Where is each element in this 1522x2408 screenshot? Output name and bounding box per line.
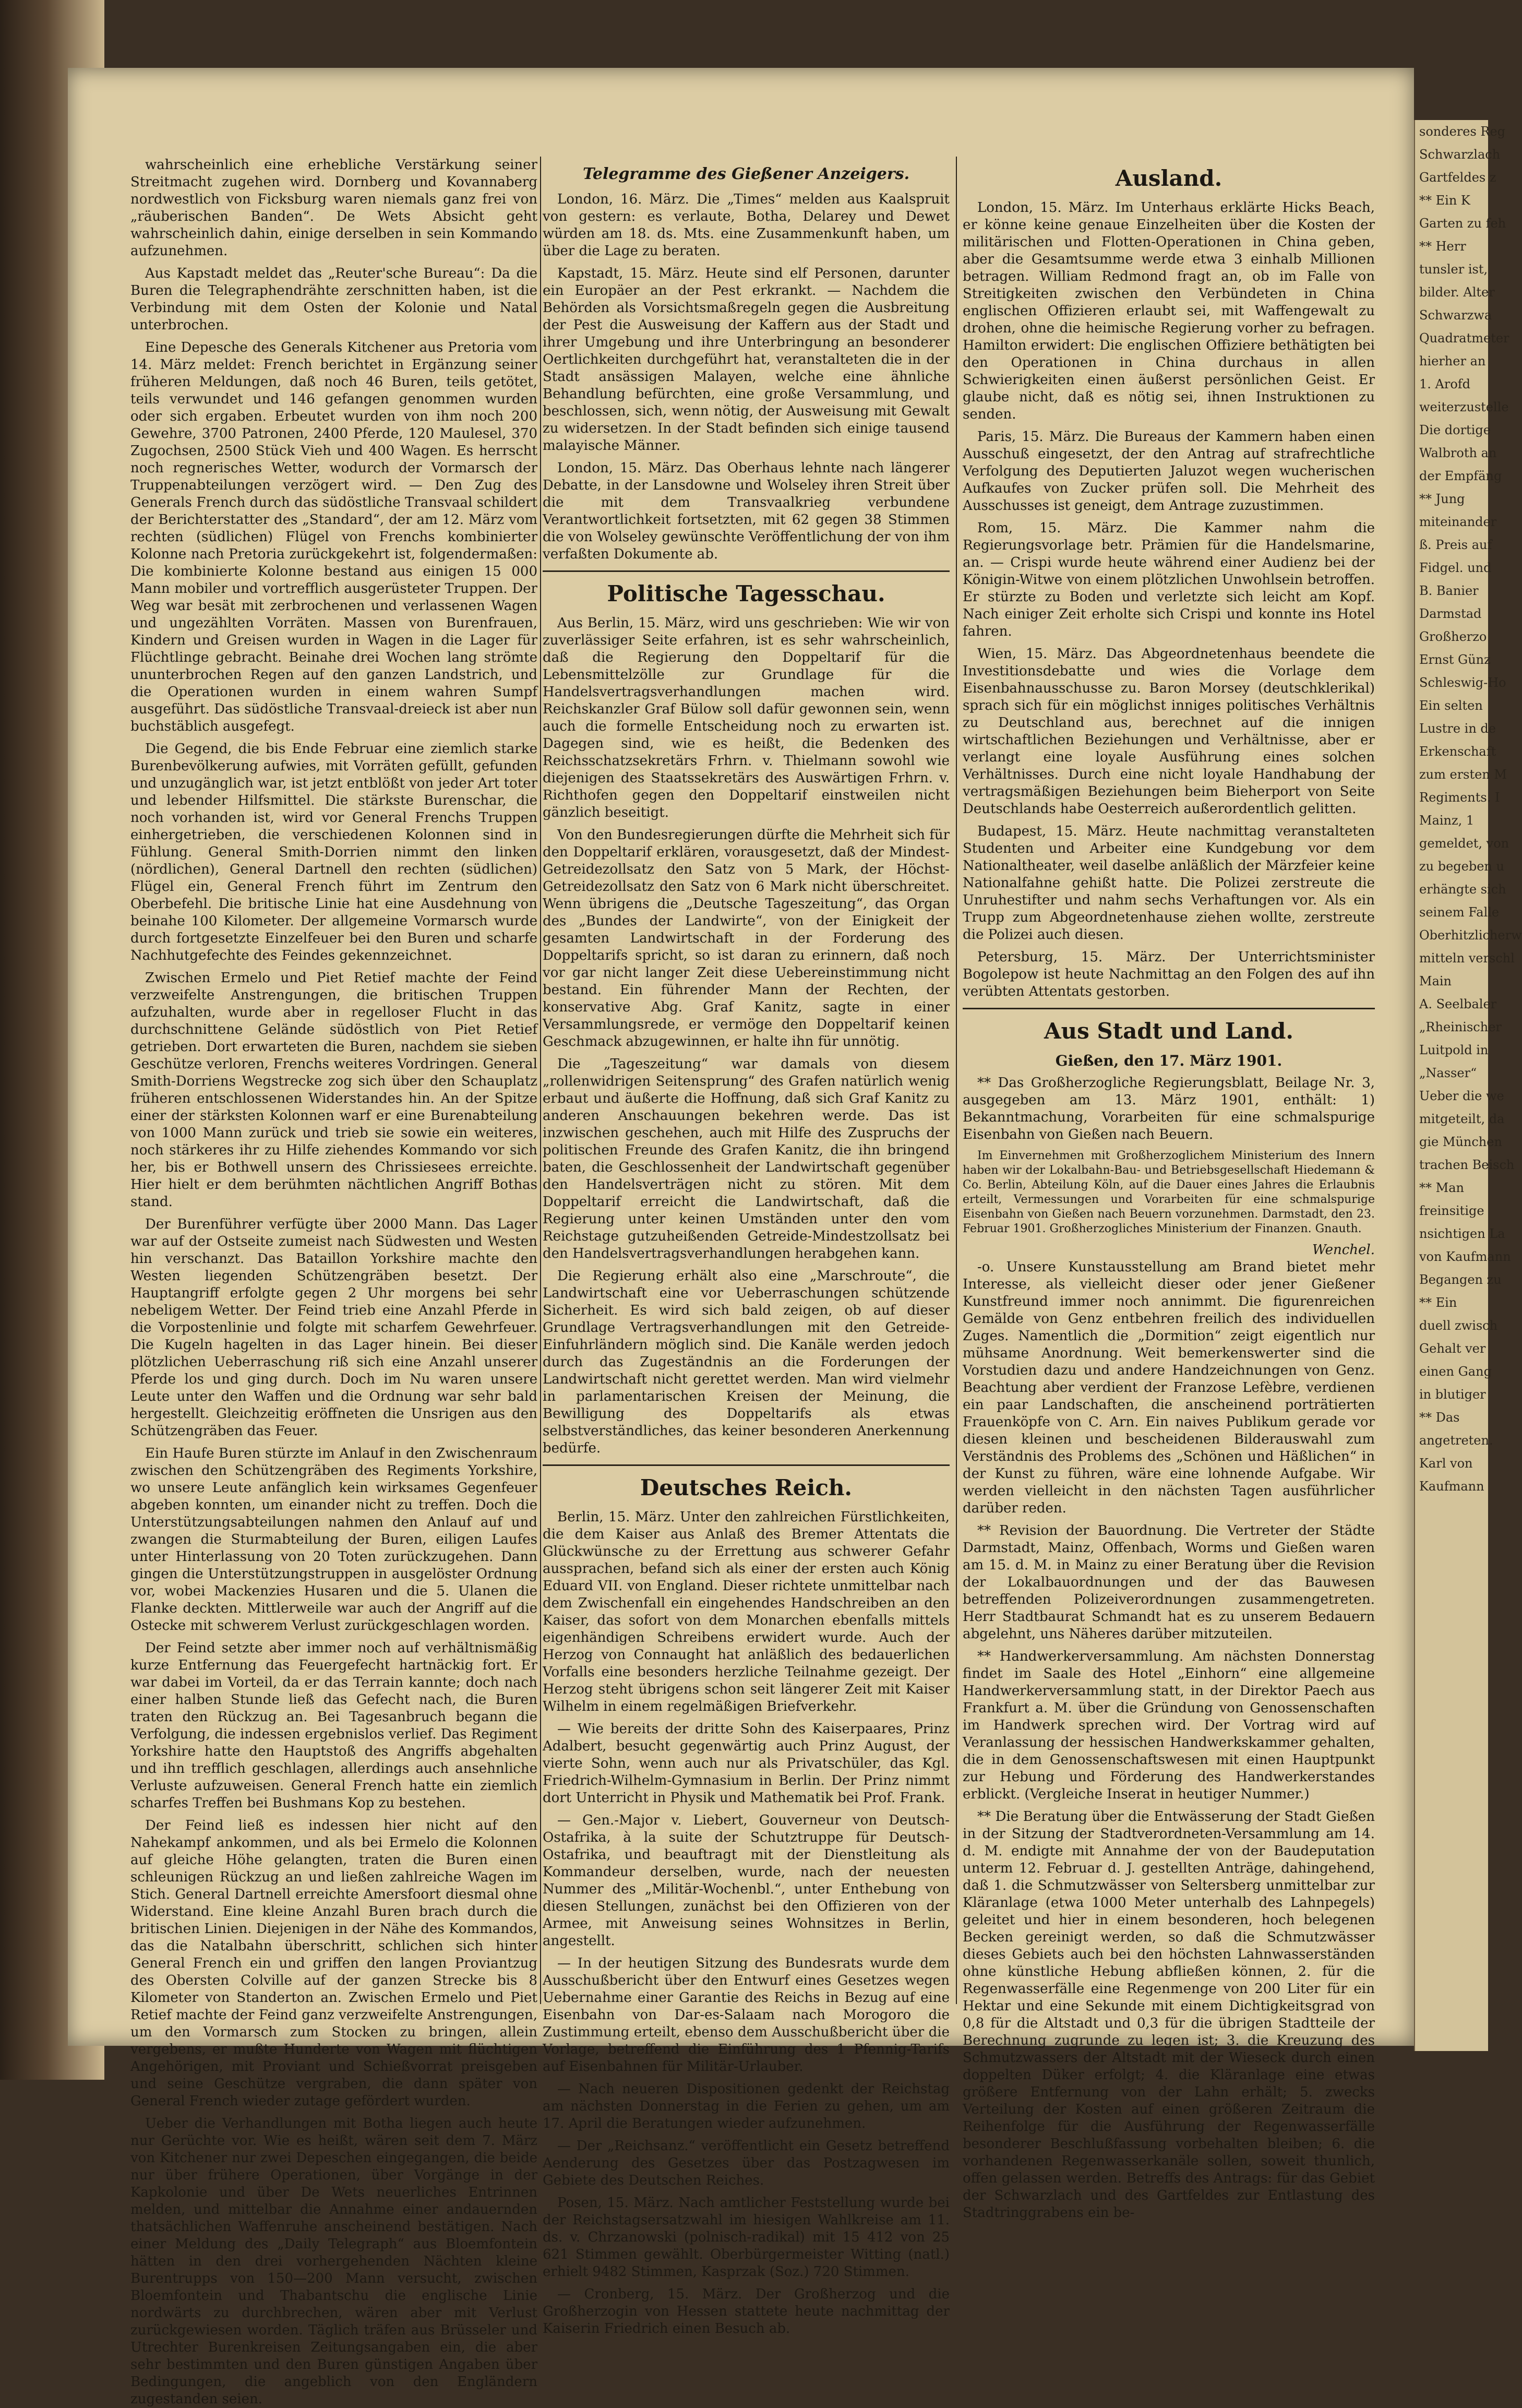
paragraph: Berlin, 15. März. Unter den zahlreichen Fürstlichkeiten, die dem Kaiser aus Anlaß des Bremer Attentats die Glückwünsche zu der Errettung aus schwerer Gefahr aussprachen, befand sich als einer der ersten auch König Eduard VII. von England. Dieser richtete unmittelbar nach dem Zwischenfall ein eingehendes Handschreiben an den Kaiser, das sofort von dem Monarchen ebenfalls mittels eigenhändigen Schreibens erwidert wurde. Auch der Herzog von Connaught hat anläßlich des bedauerlichen Vorfalls eine besonders herzliche Teilnahme gezeigt. Der Herzog steht übrigens schon seit längerer Zeit mit Kaiser Wilhelm in einem regelmäßigen Briefverkehr. [543, 1509, 950, 1714]
adjacent-page-line: Oberhitzlicherw [1419, 928, 1522, 943]
paragraph: Petersburg, 15. März. Der Unterrichtsminister Bogolepow ist heute Nachmittag an den Folgen des auf ihn verübten Attentats gestorben. [963, 949, 1375, 999]
paragraph: — Wie bereits der dritte Sohn des Kaiserpaares, Prinz Adalbert, besucht gegenwärtig auch Prinz August, der vierte Sohn, wenn auch nur als Privatschüler, das Kgl. Friedrich-Wilhelm-Gymnasium in Berlin. Der Prinz nimmt dort Unterricht in Physik und Mathematik bei Prof. Frank. [543, 1721, 950, 1806]
adjacent-page-line: Erkenschaft [1419, 744, 1496, 759]
adjacent-page-line: trachen Beisch [1419, 1158, 1515, 1172]
adjacent-page-fragment [1414, 120, 1522, 2051]
adjacent-page-line: Fidgel. und [1419, 561, 1492, 575]
adjacent-page-line: ** Man [1419, 1181, 1464, 1195]
adjacent-page-line: A. Seelbaler [1419, 997, 1497, 1011]
adjacent-page-line: Lustre in de [1419, 721, 1496, 736]
adjacent-page-line: gemeldet, von [1419, 836, 1509, 851]
paragraph: — Der „Reichsanz.“ veröffentlicht ein Gesetz betreffend Aenderung des Gesetzes über das Postzagwesen im Gebiete des Deutschen Reiches. [543, 2138, 950, 2188]
adjacent-page-line: Begangen zu [1419, 1272, 1502, 1287]
adjacent-page-line: 1. Arofd [1419, 377, 1471, 391]
adjacent-page-line: Main [1419, 974, 1452, 988]
paragraph: London, 15. März. Im Unterhaus erklärte Hicks Beach, er könne keine genaue Einzelheiten über die Kosten der militärischen und Flotten-Operationen in China geben, aber die Gesamtsumme werde etwa 3 einhalb Millionen betragen. William Redmond fragt an, ob im Falle von Streitigkeiten zwischen den Verbündeten in China englischen Offizieren erlaubt sei, mit Waffengewalt zu drohen, ohne die heimische Regierung vorher zu befragen. Hamilton erwidert: Die englischen Offiziere bethätigten bei den Operationen in China durchaus in allen Schwierigkeiten einen äußerst persönlichen Geist. Er glaube nicht, daß es nötig sei, ihnen Instruktionen zu senden. [963, 200, 1375, 422]
paragraph: — In der heutigen Sitzung des Bundesrats wurde dem Ausschußbericht über den Entwurf eines Gesetzes wegen Uebernahme einer Garantie des Reichs in Bezug auf eine Eisenbahn von Dar-es-Salaam nach Morogoro die Zustimmung erteilt, ebenso dem Ausschußbericht über die Vorlage, betreffend die Einführung des 1 Pfennig-Tarifs auf Eisenbahnen für Militär-Urlauber. [543, 1956, 950, 2075]
paragraph: Paris, 15. März. Die Bureaus der Kammern haben einen Ausschuß eingesetzt, der den Antrag auf strafrechtliche Verfolgung des Deputierten Jaluzot wegen wucherischen Aufkaufes von Zucker prüfen soll. Die Mehrheit des Ausschusses ist geneigt, dem Antrage zuzustimmen. [963, 429, 1375, 514]
adjacent-page-line: „Nasser“ [1419, 1066, 1477, 1080]
paragraph: Von den Bundesregierungen dürfte die Mehrheit sich für den Doppeltarif erklären, vorausgesetzt, daß der Mindest-Getreidezollsatz den Satz von 5 Mark, der Höchst-Getreidezollsatz den Satz von 6 Mark nicht überschreitet. Wenn übrigens die „Deutsche Tageszeitung“, das Organ des „Bundes der Landwirte“, von der Einigkeit der gesamten Landwirtschaft in der Forderung des Doppeltarifs spricht, so ist daran zu erinnern, daß noch vor gar nicht langer Zeit diese Uebereinstimmung nicht bestand. Ein führender Mann der Rechten, der konservative Abg. Graf Kanitz, sagte in einer Versammlungsrede, er vermöge den Doppeltarif keinen Geschmack abzugewinnen, er halte ihn für unnötig. [543, 827, 950, 1050]
paragraph: Eine Depesche des Generals Kitchener aus Pretoria vom 14. März meldet: French berichtet in Ergänzung seiner früheren Meldungen, daß noch 46 Buren, teils getötet, teils verwundet und 146 gefangen genommen wurden oder sich ergaben. Erbeutet wurden von ihm noch 200 Gewehre, 3700 Patronen, 2400 Pferde, 120 Maulesel, 370 Zugochsen, 2500 Stück Vieh und 400 Wagen. Es herrscht noch regnerisches Wetter, wodurch der Vormarsch der Truppenabteilungen verzögert wird. — Den Zug des Generals French durch das südöstliche Transvaal schildert der Berichterstatter des „Standard“, der am 12. März vom rechten (südlichen) Flügel von Frenchs kombinierter Kolonne nach Pretoria zurückgekehrt ist, folgendermaßen: Die kombinierte Kolonne bestand aus einigen 15 000 Mann mobiler und vortrefflich ausgerüsteter Truppen. Der Weg war besät mit zerbrochenen und verlassenen Wagen und ungezählten Vorräten. Massen von Burenfrauen, Kindern und Greisen wurden in Wagen in die Lager für Flüchtlinge gebracht. Beinahe drei Wochen lang strömte ununterbrochen Regen auf den ganzen Landstrich, und die Operationen wurden in einem wahren Sumpf ausgeführt. Das südöstliche Transvaal-dreieck ist aber nun buchstäblich ausgefegt. [130, 340, 537, 734]
adjacent-page-line: Darmstad [1419, 606, 1482, 621]
adjacent-page-line: Ueber die we [1419, 1089, 1504, 1103]
paragraph: ** Die Beratung über die Entwässerung der Stadt Gießen in der Sitzung der Stadtverordneten-Versammlung am 14. d. M. endigte mit Annahme der von der Baudeputation unterm 12. Februar d. J. gestellten Anträge, dahingehend, daß 1. die Schmutzwässer von Seltersberg unmittelbar zur Kläranlage (etwa 1000 Meter unterhalb des Lahnpegels) geleitet und hier in einem besonderen, hoch belegenen Becken gereinigt werden, so daß die Schmutzwässer dieses Gebiets auch bei den höchsten Lahnwasserständen ohne künstliche Hebung abfließen können, 2. für die Regenwasserfälle eine Regenmenge von 200 Liter für ein Hektar und eine Sekunde mit einem Dichtigkeitsgrad von 0,8 für die Altstadt und 0,3 für die übrigen Stadtteile der Berechnung zugrunde zu legen ist; 3. die Kreuzung des Schmutzwassers der Altstadt mit der Wieseck durch einen doppelten Düker erfolgt; 4. die Kläranlage eine etwas größere Entfernung von der Lahn erhält; 5. zwecks Verteilung der Kosten auf einen größeren Zeitraum die Reihenfolge für die Ausführung der Regenwasserfälle besonderer Beschlußfassung vorbehalten bleiben; 6. die vorhandenen Regenwasserkanäle sollen, soweit thunlich, offen gelassen werden. Betreffs des Antrags: für das Gebiet der Schwarzlach und des Gartfeldes zur Entlastung des Stadtringgrabens ein be- [963, 1809, 1375, 2221]
adjacent-page-line: zum ersten M [1419, 767, 1507, 782]
paragraph: wahrscheinlich eine erhebliche Verstärkung seiner Streitmacht zugehen wird. Dornberg und Kovannaberg nordwestlich von Ficksburg waren niemals ganz frei von „räuberischen Banden“. De Wets Absicht geht wahrscheinlich dahin, einige derselben in sein Kommando aufzunehmen. [130, 157, 537, 259]
adjacent-page-line: Gartfeldes z [1419, 170, 1496, 185]
signature: Wenchel. [1312, 1242, 1375, 1258]
adjacent-page-line: gie München [1419, 1135, 1502, 1149]
adjacent-page-line: einen Gang [1419, 1364, 1492, 1379]
section-heading-stadt-und-land: Aus Stadt und Land. [1044, 1018, 1294, 1044]
adjacent-page-line: der Empfäng [1419, 469, 1502, 483]
adjacent-page-line: zu begeben u [1419, 859, 1504, 874]
adjacent-page-line: ** Ein K [1419, 193, 1470, 208]
dateline: Gießen, den 17. März 1901. [1055, 1052, 1283, 1069]
paragraph: Die Regierung erhält also eine „Marschroute“, die Landwirtschaft eine vor Ueberraschungen schützende Sicherheit. Es wird sich bald zeigen, ob auf dieser Grundlage Vertragsverhandlungen mit den Getreide-Einfuhrländern möglich sind. Die Kanäle werden jedoch durch das Zugeständnis an die Forderungen der Landwirtschaft nicht gerettet werden. Man wird vielmehr in parlamentarischen Kreisen der Meinung, die Bewilligung des Doppeltarifs als etwas selbstverständliches, das keiner besonderen Anerkennung bedürfe. [543, 1268, 950, 1456]
adjacent-page-line: ß. Preis auf [1419, 538, 1492, 552]
adjacent-page-line: sonderes Reg [1419, 124, 1506, 139]
adjacent-page-line: ** Ein [1419, 1295, 1457, 1310]
paragraph: — Cronberg, 15. März. Der Großherzog und die Großherzogin von Hessen stattete heute nachmittag der Kaiserin Friedrich einen Besuch ab. [543, 2286, 950, 2337]
adjacent-page-line: Regiments. I [1419, 790, 1500, 805]
paragraph: — Gen.-Major v. Liebert, Gouverneur von Deutsch-Ostafrika, à la suite der Schutztruppe für Deutsch-Ostafrika, und beauftragt mit der Dienstleitung als Kommandeur derselben, wurde, nach der neuesten Nummer des „Militär-Wochenbl.“, unter Enthebung von diesen Stellungen, zunächst bei den Offizieren von der Armee, mit Anweisung seines Wohnsitzes in Berlin, angestellt. [543, 1813, 950, 1949]
paragraph: London, 15. März. Das Oberhaus lehnte nach längerer Debatte, in der Lansdowne und Wolseley ihren Streit über die mit dem Transvaalkrieg verbundene Verantwortlichkeit fortsetzten, mit 62 gegen 38 Stimmen die von Wolseley gewünschte Veröffentlichung der von ihm verfaßten Dokumente ab. [543, 460, 950, 562]
adjacent-page-line: Karl von [1419, 1456, 1473, 1471]
paragraph: Aus Berlin, 15. März, wird uns geschrieben: Wie wir von zuverlässiger Seite erfahren, ist es sehr wahrscheinlich, daß die Regierung den Doppeltarif für die Lebensmittelzölle zur Grundlage für die Handelsvertragsverhandlungen machen wird. Reichskanzler Graf Bülow soll dafür gewonnen sein, wenn auch die formelle Entscheidung noch zu erwarten ist. Dagegen sind, wie es heißt, die Bedenken des Reichsschatzsekretärs Frhrn. v. Thielmann sowohl wie diejenigen des Staatssekretärs des Auswärtigen Frhrn. v. Richthofen gegen den Doppeltarif einstweilen nicht gänzlich beseitigt. [543, 615, 950, 820]
adjacent-page-line: Schwarzwa [1419, 308, 1492, 323]
paragraph: ** Revision der Bauordnung. Die Vertreter der Städte Darmstadt, Mainz, Offenbach, Worms und Gießen waren am 15. d. M. in Mainz zu einer Beratung über die Revision der Lokalbauordnungen und der das Bauwesen betreffenden Polizeiverordnungen zusammengetreten. Herr Stadtbaurat Schmandt hat es zu unserem Bedauern abgelehnt, uns Näheres darüber mitzuteilen. [963, 1523, 1375, 1642]
column-rule-2 [956, 157, 957, 2004]
adjacent-page-line: miteinander [1419, 515, 1497, 529]
adjacent-page-line: Gehalt ver [1419, 1341, 1486, 1356]
paragraph: London, 16. März. Die „Times“ melden aus Kaalspruit von gestern: es verlaute, Botha, Delarey und Dewet würden am 18. ds. Mts. eine Zusammenkunft haben, um über die Lage zu beraten. [543, 192, 950, 259]
adjacent-page-line: angetreten. [1419, 1433, 1493, 1448]
adjacent-page-line: mitteln verschl [1419, 951, 1515, 965]
adjacent-page-line: ** Das [1419, 1410, 1460, 1425]
paragraph: Ueber die Verhandlungen mit Botha liegen auch heute nur Gerüchte vor. Wie es heißt, wären seit dem 7. März von Kitchener nur zwei Depeschen eingegangen, die beide nur über frühere Operationen, über Vorgänge in der Kapkolonie und über De Wets neuerliches Entrinnen melden, und mittelbar die Annahme einer andauernden thatsächlichen Waffenruhe anscheinend bestätigen. Nach einer Meldung des „Daily Telegraph“ aus Bloemfontein hätten in den drei vorhergehenden Nächten kleine Burentrupps von 150—200 Mann versucht, zwischen Bloemfontein und Thabantschu die englische Linie nordwärts zu durchbrechen, wären aber mit Verlust zurückgewiesen worden. Täglich träfen aus Brüsseler und Utrechter Burenkreisen Zeitungsangaben ein, die aber sehr bestimmten und den Buren günstigen Angaben über Bedingungen, die angeblich von den Engländern zugestanden seien. [130, 2116, 537, 2407]
paragraph: -o. Unsere Kunstausstellung am Brand bietet mehr Interesse, als vielleicht dieser oder jener Gießener Kunstfreund immer noch annimmt. Die figurenreichen Gemälde von Genz entbehren freilich des individuellen Zuges. Namentlich die „Dormition“ zeigt eigentlich nur mühsame Anordnung. Weit bemerkenswerter sind die Vorstudien dazu und andere Handzeichnungen von Genz. Beachtung aber verdient der Franzose Lefèbre, verdienen ein paar Landschaften, die anscheinend porträtierten Frauenköpfe von C. Arn. Ein naives Publikum gerade vor diesen kleinen und bescheidenen Bilderauswahl zum Verständnis des Problems des „Schönen und Häßlichen“ in der Kunst zu führen, wäre eine lohnende Aufgabe. Wir werden vielleicht in den nächsten Tagen ausführlicher darüber reden. [963, 1259, 1375, 1516]
paragraph: Budapest, 15. März. Heute nachmittag veranstalteten Studenten und Arbeiter eine Kundgebung vor dem Nationaltheater, weil daselbe anläßlich der Märzfeier keine Nationalfahne gehißt hatte. Die Polizei zerstreute die Unruhestifter und nahm sechs Verhaftungen vor. Als ein Trupp zum Abgeordnetenhause ziehen wollte, zerstreute die Polizei auch diesen. [963, 824, 1375, 943]
paragraph: — Nach neueren Dispositionen gedenkt der Reichstag am nächsten Donnerstag in die Ferien zu gehen, um am 17. April die Beratungen wieder aufzunehmen. [543, 2081, 950, 2131]
column-boer-war-report [130, 157, 537, 2407]
paragraph: Der Burenführer verfügte über 2000 Mann. Das Lager war auf der Ostseite zumeist nach Südwesten und Westen hin verschanzt. Das Bataillon Yorkshire machte den Westen liegenden Schützengräben besetzt. Der Hauptangriff erfolgte gegen 2 Uhr morgens bei sehr nebeligem Wetter. Der Feind trieb eine Anzahl Pferde in die Vorpostenlinie und folgte mit scharfem Gewehrfeuer. Die Kugeln hagelten in das Lager hinein. Bei dieser plötzlichen Ueberraschung riß sich eine Anzahl unserer Pferde los und ging durch. Doch im Nu waren unsere Leute unter den Waffen und die Ordnung war sehr bald hergestellt. Gleichzeitig eröffneten die Unsrigen aus den Schützengräben das Feuer. [130, 1217, 537, 1439]
adjacent-page-line: seinem Falle [1419, 905, 1500, 920]
adjacent-page-line: von Kaufmann [1419, 1249, 1511, 1264]
paragraph: Wien, 15. März. Das Abgeordnetenhaus beendete die Investitionsdebatte und wies die Vorlage dem Eisenbahnausschusse zu. Baron Morsey (deutschklerikal) sprach sich für ein möglichst inniges politisches Verhältnis zu Deutschland aus, berechnet auf die innigen wirtschaftlichen Beziehungen und Verhältnisse, aber er verlangt eine loyale Ausführung eines solchen Verhältnisses. Durch eine nicht loyale Handhabung der vertragsmäßigen Beziehungen beim Bieherport von Seite Deutschlands habe Oesterreich außerordentlich gelitten. [963, 646, 1375, 817]
paragraph: Aus Kapstadt meldet das „Reuter'sche Bureau“: Da die Buren die Telegraphendrähte zerschnitten haben, ist die Verbindung mit dem Osten der Kolonie und Natal unterbrochen. [130, 266, 537, 333]
adjacent-page-line: Kaufmann [1419, 1479, 1484, 1494]
adjacent-page-line: in blutiger [1419, 1387, 1486, 1402]
paragraph: Der Feind ließ es indessen hier nicht auf den Nahekampf ankommen, und als bei Ermelo die Kolonnen auf gleiche Höhe gelangten, traten die Buren einen schleunigen Rückzug an und ließen zahlreiche Wagen im Stich. General Dartnell erreichte Amersfoort diesmal ohne Widerstand. Eine kleine Anzahl Buren brach durch die britischen Linien. Diejenigen in der Nähe des Kommandos, das die Natalbahn überschritt, schlichen sich hinter General French ein und griffen den langen Proviantzug des Obersten Colville auf der ganzen Strecke bis 8 Kilometer von Standerton an. Zwischen Ermelo und Piet Retief machte der Feind ganz verzweifelte Anstrengungen, um den Vormarsch zum Stocken zu bringen, allein vergebens, er mußte Hunderte von Wagen mit flüchtigen Angehörigen, mit Proviant und Schießvorrat preisgeben und seine Geschütze vergraben, die dann später von General French wieder zutage gefördert wurden. [130, 1818, 537, 2109]
adjacent-page-line: Garten zu feh [1419, 216, 1506, 231]
adjacent-page-line: ** Herr [1419, 239, 1466, 254]
paragraph: Kapstadt, 15. März. Heute sind elf Personen, darunter ein Europäer an der Pest erkrankt. — Nachdem die Behörden als Vorsichtsmaßregeln gegen die Ausbreitung der Pest die Ausweisung der Kaffern aus der Stadt und ihrer Umgebung und ihre Unterbringung an besonderer Oertlichkeiten durchgeführt hat, veranstalteten die in der Stadt ansässigen Malayen, welche eine ähnliche Behandlung befürchten, eine große Versammlung, und beschlossen, sich, wenn nötig, der Ausweisung mit Gewalt zu widersetzen. In der Stadt befinden sich einige tausend malayische Männer. [543, 266, 950, 454]
section-divider [543, 570, 950, 572]
adjacent-page-line: erhängte sich [1419, 882, 1506, 897]
adjacent-page-line: tunsler ist, [1419, 262, 1488, 277]
adjacent-page-line: Walbroth an [1419, 446, 1497, 460]
section-heading-telegrams: Telegramme des Gießener Anzeigers. [582, 165, 910, 183]
adjacent-page-line: weiterzustelle [1419, 400, 1509, 414]
column-rule-1 [540, 157, 541, 2004]
column-ausland-stadt [963, 157, 1375, 2221]
section-divider [963, 1008, 1375, 1009]
adjacent-page-line: „Rheinischer [1419, 1020, 1502, 1034]
paragraph: Rom, 15. März. Die Kammer nahm die Regierungsvorlage betr. Prämien für die Handelsmarine, an. — Crispi wurde heute während einer Audienz bei der Königin-Witwe von einem plötzlichen Unwohlsein betroffen. Er stürzte zu Boden und verletzte sich leicht am Kopf. Nach einiger Zeit erholte sich Crispi und konnte ins Hotel fahren. [963, 520, 1375, 639]
adjacent-page-line: Mainz, 1 [1419, 813, 1475, 828]
adjacent-page-line: Quadratmeter [1419, 331, 1509, 345]
section-divider [543, 1464, 950, 1466]
adjacent-page-line: Die dortige [1419, 423, 1491, 437]
adjacent-page-line: Schleswig-Ho [1419, 675, 1506, 690]
section-heading-politics: Politische Tagesschau. [607, 581, 885, 606]
paragraph: Zwischen Ermelo und Piet Retief machte der Feind verzweifelte Anstrengungen, die britischen Truppen aufzuhalten, wurde aber in regelloser Flucht in das durchschnittene Gelände südöstlich von Piet Retief getrieben. Dort erwarteten die Buren, nachdem sie sieben Geschütze verloren, Frenchs weiteres Vordringen. General Smith-Dorriens Wegstrecke zog sich über den Schauplatz früheren entschlossenen Widerstandes hin. An der Spitze einer der stärksten Kolonnen warf er eine Burenabteilung von 1000 Mann zurück und trieb sie sowie ein weiteres, noch stärkeres ihr zu Hilfe ziehendes Kommando vor sich her, bis er Bothwell unsern des Chrissiesees erreichte. Hier hielt er dem berühmten nächtlichen Angriff Bothas stand. [130, 970, 537, 1210]
adjacent-page-line: ** Jung [1419, 492, 1465, 506]
adjacent-page-line: mitgeteilt, da [1419, 1112, 1505, 1126]
adjacent-page-line: Ein selten [1419, 698, 1483, 713]
paragraph: Die „Tageszeitung“ war damals von diesem „rollenwidrigen Seitensprung“ des Grafen natürlich wenig erbaut und äußerte die Hoffnung, daß sich Graf Kanitz zu anderen Anschauungen bekehren werde. Das ist inzwischen geschehen, auch mit Hilfe des Zuspruchs der politischen Freunde des Grafen Kanitz, die ihn bringend baten, die Geschlossenheit der Landwirtschaft gegenüber den Handelsverträgen nicht zu stören. Mit dem Doppeltarif erreicht die Landwirtschaft, daß die Regierung unter keinen Umständen unter den vom Reichstage gutzuheißenden Getreide-Mindestzollsatz bei den Handelsvertragsverhandlungen herabgehen kann. [543, 1056, 950, 1261]
paragraph: Ein Haufe Buren stürzte im Anlauf in den Zwischenraum zwischen den Schützengräben des Regiments Yorkshire, wo unsere Leute anfänglich kein wirksames Gegenfeuer abgeben konnten, um einander nicht zu treffen. Doch die Unterstützungsabteilungen nahmen den Anlauf auf und zwangen die Sturmabteilung der Buren, eiligen Laufes unter Hinterlassung von 20 Toten zurückzugehen. Dann gingen die Unterstützungstruppen in ausgelöster Ordnung vor, wobei Mackenzies Husaren und die 5. Ulanen die Flanke deckten. Mittlerweile war auch der Angriff auf die Ostecke mit schwerem Verlust zurückgeschlagen worden. [130, 1446, 537, 1634]
adjacent-page-line: bilder. Alter [1419, 285, 1495, 300]
adjacent-page-line: B. Banier [1419, 583, 1479, 598]
section-heading-reich: Deutsches Reich. [640, 1475, 853, 1500]
paragraph: Die Gegend, die bis Ende Februar eine ziemlich starke Burenbevölkerung aufwies, mit Vorräten gefüllt, gefunden und unzugänglich war, ist jetzt entblößt von jeder Art toter und lebender Hilfsmittel. Die stärkste Burenschar, die noch vorhanden ist, wird vor General Frenchs Truppen einhergetrieben, die verschiedenen Kolonnen sind in Fühlung. General Smith-Dorrien nimmt den linken (nördlichen), General Dartnell den rechten (südlichen) Flügel ein, General French führt im Zentrum den Oberbefehl. Die britische Linie hat eine Ausdehnung von beinahe 100 Kilometer. Der allgemeine Vormarsch wurde durch fortgesetzte Einzelfeuer bei den Buren und scharfe Nachhutgefechte des Feindes gekennzeichnet. [130, 741, 537, 963]
column-telegrams-politics [543, 157, 950, 2337]
adjacent-page-line: hierher an [1419, 354, 1486, 368]
paragraph: Der Feind setzte aber immer noch auf verhältnismäßig kurze Entfernung das Feuergefecht hartnäckig fort. Er war dabei im Vorteil, da er das Terrain kannte; doch nach einer halben Stunde ließ das Gefecht nach, die Buren traten den Rückzug an. Bei Tagesanbruch begann die Verfolgung, die indessen ergebnislos verlief. Das Regiment Yorkshire hatte den Hauptstoß des Angriffs abgehalten und ihn trefflich geschlagen, allerdings auch ansehnliche Verluste aufzuweisen. General French hatte ein ziemlich scharfes Treffen bei Bushmans Kop zu bestehen. [130, 1640, 537, 1811]
adjacent-page-line: Ernst Günz [1419, 652, 1491, 667]
official-notice: Im Einvernehmen mit Großherzoglichem Ministerium des Innern haben wir der Lokalbahn-Bau- und Betriebsgesellschaft Hiedemann & Co. Berlin, Abteilung Köln, auf die Dauer eines Jahres die Erlaubnis erteilt, Vermessungen und Vorarbeiten für eine schmalspurige Eisenbahn von Gießen nach Beuern vorzunehmen. Darmstadt, den 23. Februar 1901. Großherzogliches Ministerium der Finanzen. Gnauth. [963, 1149, 1375, 1235]
adjacent-page-line: nsichtigen La [1419, 1226, 1505, 1241]
adjacent-page-line: duell zwisch [1419, 1318, 1498, 1333]
section-heading-ausland: Ausland. [1115, 165, 1223, 191]
adjacent-page-line: Luitpold in [1419, 1043, 1489, 1057]
paragraph: ** Handwerkerversammlung. Am nächsten Donnerstag findet im Saale des Hotel „Einhorn“ eine allgemeine Handwerkerversammlung statt, in der Direktor Paech aus Frankfurt a. M. über die Gründung von Genossenschaften im Handwerk sprechen wird. Der Vortrag wird auf Veranlassung der hessischen Handwerkskammer gehalten, die in dem Genossenschaftswesen mit einen Hauptpunkt zur Hebung und Förderung des Handwerkerstandes erblickt. (Vergleiche Inserat in heutiger Nummer.) [963, 1649, 1375, 1802]
paragraph: Posen, 15. März. Nach amtlicher Feststellung wurde bei der Reichstagsersatzwahl im hiesigen Wahlkreise am 11. ds. v. Chrzanowski (polnisch-radikal) mit 15 412 von 25 621 Stimmen gewählt. Oberbürgermeister Witting (natl.) erhielt 9482 Stimmen, Kasprzak (Soz.) 720 Stimmen. [543, 2195, 950, 2280]
adjacent-page-line: freinsitige [1419, 1203, 1484, 1218]
adjacent-page-line: Schwarzlach [1419, 147, 1501, 162]
adjacent-page-line: Großherzo [1419, 629, 1487, 644]
paragraph: ** Das Großherzogliche Regierungsblatt, Beilage Nr. 3, ausgegeben am 13. März 1901, enthält: 1) Bekanntmachung, Vorarbeiten für eine schmalspurige Eisenbahn von Gießen nach Beuern. [963, 1075, 1375, 1142]
